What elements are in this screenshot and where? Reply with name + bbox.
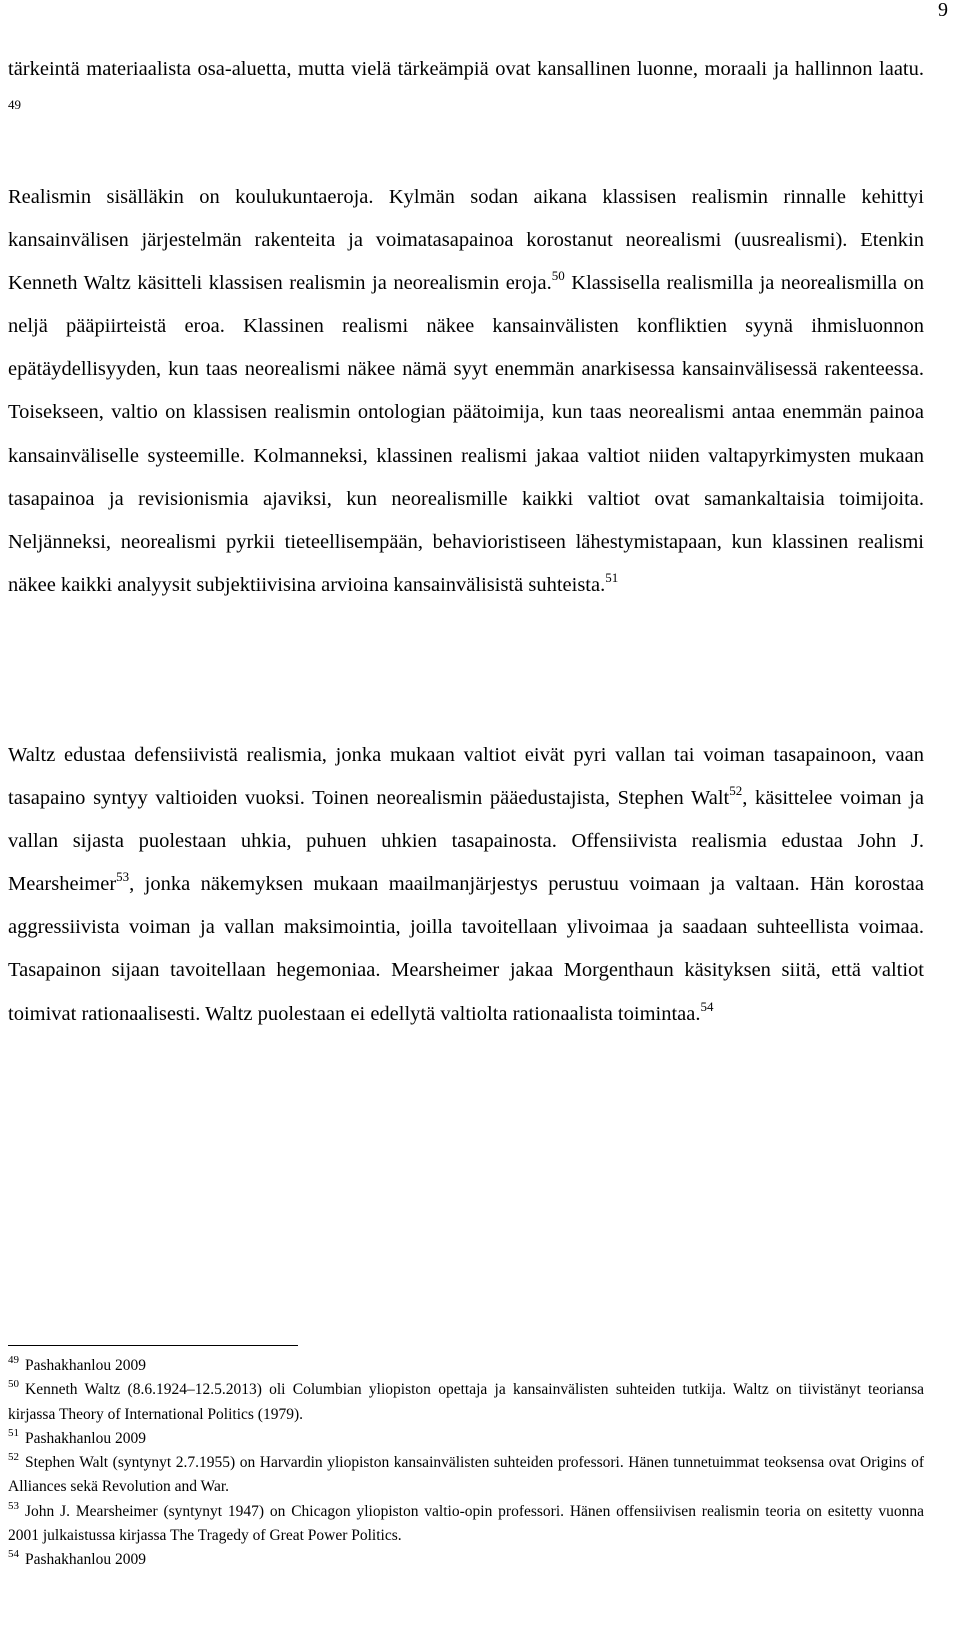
footnote-text: Pashakhanlou 2009 xyxy=(25,1357,146,1374)
footnote-54 xyxy=(8,1548,924,1572)
footnote-50 xyxy=(8,1378,924,1427)
paragraph-2 xyxy=(8,176,924,607)
footnote-separator xyxy=(8,1345,298,1346)
paragraph-3 xyxy=(8,734,924,1036)
footnote-ref-54[interactable]: 54 xyxy=(700,998,714,1014)
text-segment: Waltz edustaa defensiivistä realismia, jonka mukaan valtiot eivät pyri vallan tai voiman tasapainoon, vaan tasapaino syntyy valtioiden vuoksi. Toinen neorealismin pääedustajista, Stephen Walt xyxy=(8,744,924,810)
footnote-number: 54 xyxy=(8,1548,19,1561)
footnote-52 xyxy=(8,1451,924,1500)
paragraph-1 xyxy=(8,48,924,134)
footnote-text: Pashakhanlou 2009 xyxy=(25,1429,146,1447)
footnote-number: 52 xyxy=(8,1451,19,1464)
footnote-text: Stephen Walt (syntynyt 2.7.1955) on Harvardin yliopiston kansainvälisten suhteiden professori. Hänen tunnetuimmat teoksensa ovat Origins of Alliances sekä Revolution and War. xyxy=(8,1454,924,1496)
page-number: 9 xyxy=(938,0,948,21)
footnote-ref-52[interactable]: 52 xyxy=(729,783,743,799)
text-segment: Realismin sisälläkin on koulukuntaeroja. Kylmän sodan aikana klassisen realismin rinnalle kehittyi kansainvälisen järjestelmän rakenteita ja voimatasapainoa korostanut neorealismi (uusrealismi). Etenkin Kenneth Waltz käsitteli klassisen realismin ja neorealismin eroja. xyxy=(8,186,924,295)
footnote-text: John J. Mearsheimer (syntynyt 1947) on Chicagon yliopiston valtio-opin professori. Hänen offensiivisen realismin teoria on esitetty vuonna 2001 julkaistussa kirjassa The Tragedy of Great Power Politics. xyxy=(8,1502,924,1545)
footnotes xyxy=(8,1354,924,1573)
text-segment: , jonka näkemyksen mukaan maailmanjärjestys perustuu voimaan ja valtaan. Hän korostaa aggressiivista voiman ja vallan maksimointia, joilla tavoitellaan ylivoimaa ja saadaan suhteellista voimaa. Tasapainon sijaan tavoitellaan hegemoniaa. Mearsheimer jakaa Morgenthaun käsityksen siitä, että valtiot toimivat rationaalisesti. Waltz puolestaan ei edellytä valtiolta rationaalista toimintaa. xyxy=(8,873,924,1025)
footnote-number: 51 xyxy=(8,1426,19,1439)
text-segment: Klassisella realismilla ja neorealismilla on neljä pääpiirteistä eroa. Klassinen realismi näkee kansainvälisten konfliktien syynä ihmisluonnon epätäydellisyyden, kun taas neorealismi näkee nämä syyt enemmän anarkisessa kansainvälisessä rakenteessa. Toisekseen, valtio on klassisen realismin ontologian päätoimija, kun taas neorealismi antaa enemmän painoa kansainväliselle systeemille. Kolmanneksi, klassinen realismi jakaa valtiot niiden valtapyrkimysten mukaan tasapainoa ja revisionismia ajaviksi, kun neorealismille kaikki valtiot ovat samankaltaisia toimijoita. Neljänneksi, neorealismi pyrkii tieteellisempään, behavioristiseen lähestymistapaan, kun klassinen realismi näkee kaikki analyysit subjektiivisina arvioina kansainvälisistä suhteista. xyxy=(8,272,925,596)
paragraph-text xyxy=(8,176,924,607)
footnote-51 xyxy=(8,1427,924,1451)
footnote-49 xyxy=(8,1354,924,1378)
text-segment: tärkeintä materiaalista osa-aluetta, mutta vielä tärkeämpiä ovat kansallinen luonne, moraali ja hallinnon laatu. xyxy=(8,58,924,80)
footnote-ref-51[interactable]: 51 xyxy=(605,569,619,585)
footnote-53 xyxy=(8,1500,924,1549)
footnote-number: 49 xyxy=(8,1354,19,1366)
footnote-number: 50 xyxy=(8,1378,19,1391)
paragraph-text xyxy=(8,734,924,1036)
text-segment: , käsittelee voiman ja vallan sijasta puolestaan uhkia, puhuen uhkien tasapainosta. Offensiivista realismia edustaa John J. Mearsheimer xyxy=(8,787,924,896)
footnote-ref-53[interactable]: 53 xyxy=(116,869,130,885)
footnote-number: 53 xyxy=(8,1499,19,1512)
footnote-text: Kenneth Waltz (8.6.1924–12.5.2013) oli Columbian yliopiston opettaja ja kansainvälisten suhteiden tutkija. Waltz on tiivistänyt teoriansa kirjassa Theory of International Politics (1979). xyxy=(8,1381,924,1423)
footnote-ref-49[interactable]: 49 xyxy=(8,97,21,113)
footnote-ref-50[interactable]: 50 xyxy=(551,268,565,284)
paragraph-text xyxy=(8,48,924,134)
footnote-text: Pashakhanlou 2009 xyxy=(25,1551,146,1569)
